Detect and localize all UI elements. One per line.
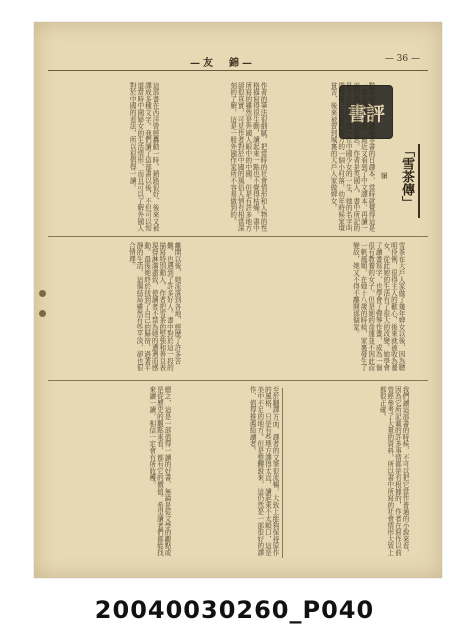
body-text: 雪茶在大戶人家做了幾年婢女以後，因為聰明伶俐，很得主人的歡心，後來就被收為養女，從此她的生活有了很大的改變。她學會了讀書寫字，也學會了彈琴作畫，成為一個很有教養的女子。但是她的命運並不因此而一帆風順，在她十八歲的時候，家裏發生了變故，她又不得不離開那個家。 [351, 242, 405, 372]
text-block-top-middle [162, 82, 266, 232]
article-title: 「雪茶傳」 [392, 144, 420, 218]
text-block-middle-right [184, 242, 404, 376]
page-number: — 36 — [384, 54, 420, 64]
text-block-bottom-right [288, 386, 408, 562]
magazine-title: —友 錦— [190, 58, 255, 69]
magazine-page [34, 22, 442, 578]
body-text: 總之，這是一部值得一讀的好書，無論是從文學的觀點或是從歷史的觀點來看，都有它的價值。希望讀者們都能找來讀一讀，相信一定會有所收穫。 [147, 386, 171, 556]
body-text: 我們讀這部書的時候，不可以把它當作普通的小說來看，因為它所記載的許多事情都是有根據的，作者在寫作以前曾經參考了大量的資料，所以書中所寫的社會情形大致上都很正確。 [378, 386, 409, 556]
logo-text: 書評 [347, 102, 384, 125]
text-block-top-right [270, 82, 374, 232]
page-header [48, 54, 428, 71]
text-block-top-left [52, 82, 158, 232]
binding-hole [39, 290, 46, 297]
body-text: 離開以後，她流落到各地，經歷了許多苦難，也遇到了許多好人。書中對於這一段的描寫特別動人，作者把雪茶的堅強和善良表現得淋漓盡致，使讀者不禁為她的遭遇而感動。最後她終於找到了自己的歸宿，過著平靜的生活，這個結局雖然有些平淡，卻也很合情理。 [127, 242, 181, 372]
text-block-middle-left [56, 242, 180, 376]
body-text: 作者的筆法很細膩，把當時的社會情形和人物的性格描寫得很生動，讀起來一點也不覺得枯燥。書中所寫的雖然是外國人眼中的中國，但是有許多地方卻很真實，可見作者對於中國的風俗人情有相當深刻的了解，這是一般外國作家所不容易做到的。 [228, 82, 267, 232]
image-caption: 20040030260_P040 [94, 596, 375, 624]
divider [48, 236, 428, 237]
body-text: 至於翻譯方面，譯者的文筆很流暢，大致上能夠保持原作的風格，只是有些地方譯得太直，讀起來不太順口，這是美中不足的地方。但是整體說來，這仍然是一部很好的譯作，值得推薦給讀者。 [248, 386, 279, 556]
divider [48, 380, 428, 381]
body-text: 這部書在西洋曾經轟動一時，銷路很好，後來又被譯成多種文字。我們讀了這部書以後，不但可以知道當時中國婦女的生活情形，而且可以了解外國人對於中國的看法，所以很值得一讀。 [128, 82, 159, 232]
text-block-bottom-middle [174, 386, 278, 562]
text-block-bottom-left [56, 386, 170, 562]
body-text: 數年前我曾經讀過本書的日譯本，當時就覺得這是一部有趣的小說，最近又看到了中文譯本，再讀一遍仍然感到很有意思。作者是英國人，書中所記的是十九世紀中葉一位中國少女的一生，她的名字叫做雪茶，出身於南方的一個小村落，幼年時候家境貧苦，後來被賣到城裏的大戶人家做婢女。 [329, 82, 375, 232]
column-rule [282, 388, 283, 558]
binding-hole [39, 310, 46, 317]
article-author: 嶺 [380, 172, 388, 179]
